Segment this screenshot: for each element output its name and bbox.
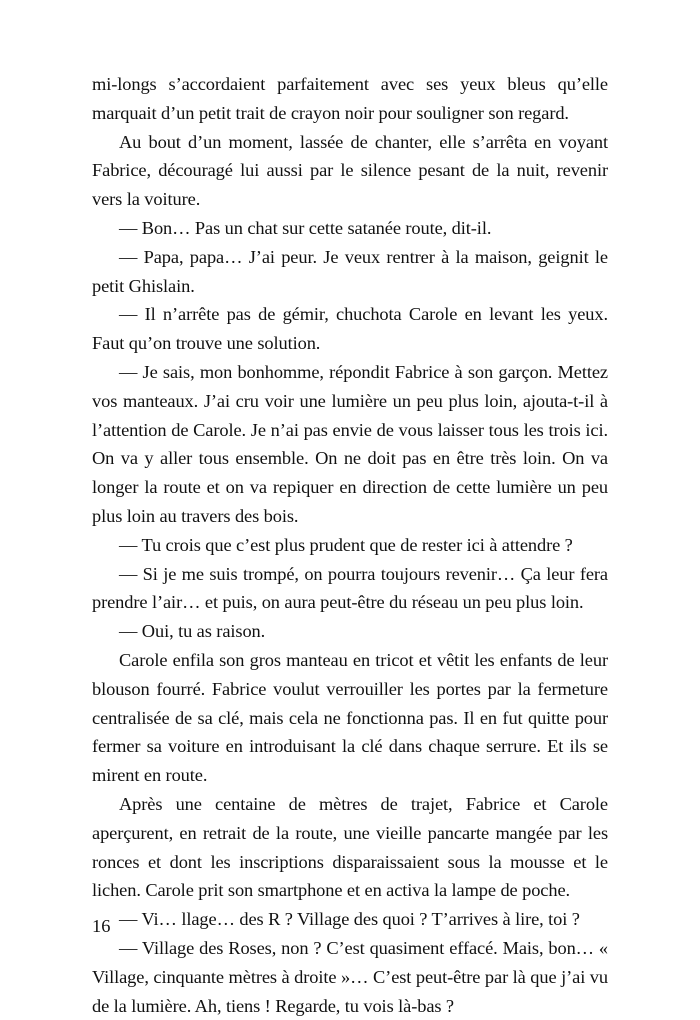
paragraph: — Papa, papa… J’ai peur. Je veux rentrer à la maison, geignit le petit Ghislain. [92,246,608,296]
page-number: 16 [92,916,111,936]
body-text [92,70,608,1020]
paragraph: — Tu crois que c’est plus prudent que de rester ici à attendre ? [119,534,573,555]
paragraph: — Village des Roses, non ? C’est quasiment effacé. Mais, bon… « Village, cinquante mètres à droite »… C’est peut-être par là que j’ai vu de la lumière. Ah, tiens ! Regarde, tu vois là-bas ? [92,937,608,1016]
paragraph: — Il n’arrête pas de gémir, chuchota Carole en levant les yeux. Faut qu’on trouve une solution. [92,304,608,354]
paragraph: mi-longs s’accordaient parfaitement avec ses yeux bleus qu’elle marquait d’un petit trait de crayon noir pour souligner son regard. [92,74,608,123]
paragraph: Carole enfila son gros manteau en tricot et vêtit les enfants de leur blouson fourré. Fabrice voulut verrouiller les portes par la fermeture centralisée de sa clé, mais cela ne fonctionna pas. Il en fut quitte pour fermer sa voiture en introduisant la clé dans chaque serrure. Et ils se mirent en route. [92,649,608,786]
paragraph: — Si je me suis trompé, on pourra toujours revenir… Ça leur fera prendre l’air… et puis, on aura peut-être du réseau un peu plus loin. [92,563,608,613]
paragraph: Au bout d’un moment, lassée de chanter, elle s’arrêta en voyant Fabrice, découragé lui aussi par le silence pesant de la nuit, revenir vers la voiture. [92,131,608,210]
paragraph: — Bon… Pas un chat sur cette satanée route, dit-il. [119,217,492,238]
paragraph: Après une centaine de mètres de trajet, Fabrice et Carole aperçurent, en retrait de la route, une vieille pancarte mangée par les ronces et dont les inscriptions disparaissaient sous la mousse et le lichen. Carole prit son smartphone et en activa la lampe de poche. [92,793,608,901]
paragraph: — Je sais, mon bonhomme, répondit Fabrice à son garçon. Mettez vos manteaux. J’ai cru voir une lumière un peu plus loin, ajouta-t-il à l’attention de Carole. Je n’ai pas envie de vous laisser tous les trois ici. On va y aller tous ensemble. On ne doit pas en être très loin. On va longer la route et on va repiquer en direction de cette lumière un peu plus loin au travers des bois. [92,361,608,526]
paragraph: — Oui, tu as raison. [119,621,266,642]
paragraph: — Vi… llage… des R ? Village des quoi ? T’arrives à lire, toi ? [119,909,580,930]
